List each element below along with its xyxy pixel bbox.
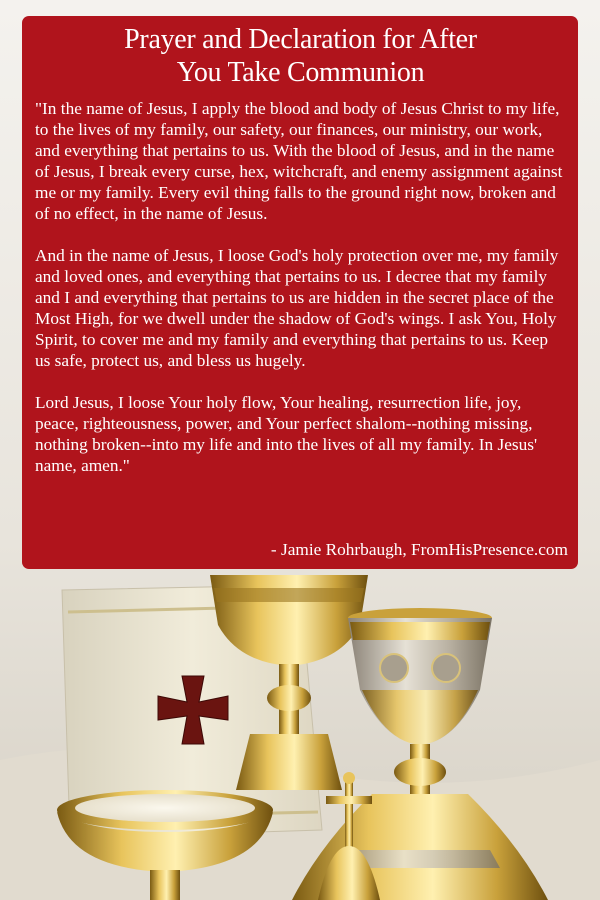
title-line-1: Prayer and Declaration for After <box>124 24 477 55</box>
prayer-paragraph-3: Lord Jesus, I loose Your holy flow, Your healing, resurrection life, joy, peace, righteousness, power, and Your perfect shalom--nothing missing, nothing broken--into my life and into the lives of all my family. In Jesus' name, amen." <box>35 393 538 475</box>
prayer-paragraph-2: And in the name of Jesus, I loose God's holy protection over me, my family and loved ones, and everything that pertains to us. I decree that my family and I and everything that pertains to us are hidden in the secret place of the Most High, for we dwell under the shadow of God's wings. I ask You, Holy Spirit, to cover me and my family and everything that pertains to us. Keep us safe, protect us, and bless us hugely. <box>35 246 559 370</box>
page-title <box>35 23 566 89</box>
prayer-card <box>22 16 578 569</box>
prayer-paragraph-1: "In the name of Jesus, I apply the blood and body of Jesus Christ to my life, to the lives of my family, our safety, our finances, our ministry, our work, and everything that pertains to us. With the blood of Jesus, and in the name of Jesus, I break every curse, hex, witchcraft, and enemy assignment against me or my family. Every evil thing falls to the ground right now, broken and of no effect, in the name of Jesus. <box>35 99 563 223</box>
prayer-text <box>35 98 566 476</box>
title-line-2: You Take Communion <box>176 57 425 88</box>
attribution: - Jamie Rohrbaugh, FromHisPresence.com <box>270 540 568 559</box>
